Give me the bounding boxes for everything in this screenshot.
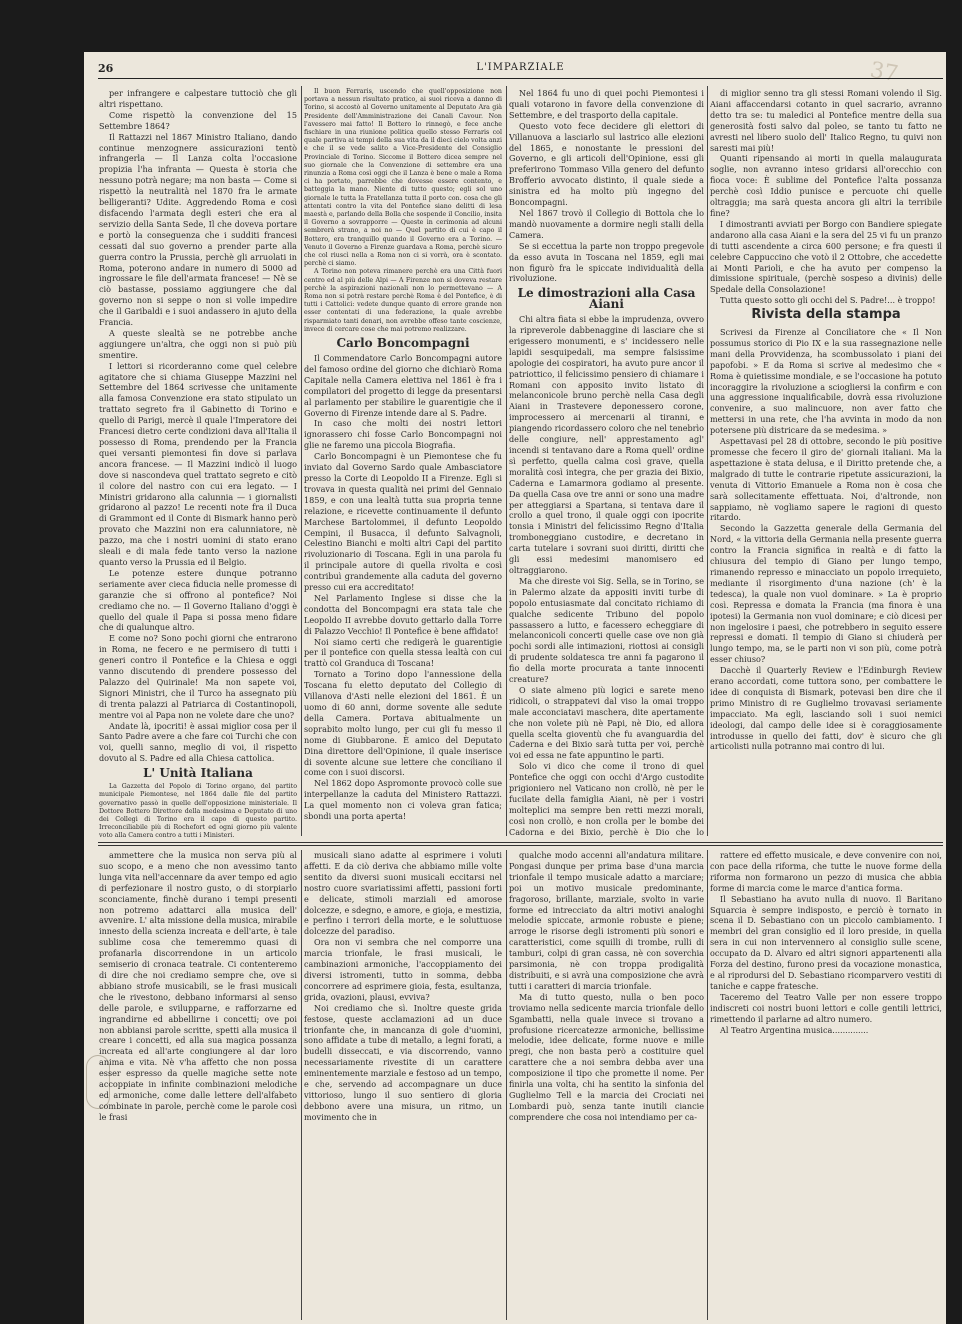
section-divider: [98, 845, 943, 846]
paragraph: Chi altra fiata si ebbe la imprudenza, ovvero la ripreverole dabbenaggine di lasciare che si erigessero monumenti, e s' incidessero nelle lapidi sesquipedali, ma sempre falsissime apologie dei cospiratori, ha avuto pure ancor il patriottico, il felicissimo pensiero di chiamare i Romani con apposito invito listato di melanconicole bruno perchè nella Casa degli Aiani in Trastevere deponessero corone, improcessero ai mercenarii al tiranni, e piangendo ricordassero coloro che nel tenebrìo delle congiure, nell' apprestamento agl' incendi si tentavano dare a Roma quell' ordine sì perfetto, quella calma così grave, quella moralità così integra, che per grazia dei Bixio, Caderna e Lamarmora godiamo al presente. Da quella Casa ove tre anni or sono una madre per atteggiarsi a Spartana, si tentava dare il crollo a quel trono, il quale oggi con ipocrite tonsia i Ministri del felicissimo Regno d'Italia tromboneggiano custodire, e decretano in carta tutelare i sovrani suoi diritti, diritti che gli essi medesimi manomisero ed oltraggiarono.: [509, 314, 704, 575]
paragraph: O siate almeno più logici e sarete meno ridicoli, o strappatevi dal viso la omai troppo male acconciatavi maschera, dite apertamente che non volete più nè Papi, nè Dio, ed allora quella scelta gioventù che fu avanguardia del Caderna e dei Bixio sarà tutta per voi, perchè voi ed essa ne fate appuntino le parti.: [509, 684, 704, 761]
page-number: 26: [98, 62, 114, 75]
paragraph: ammettere che la musica non serva più al suo scopo, e a meno che non avessimo tanto lunga vita nell'accennare da aver tempo ed agio di perfezionare il nostro gusto, o di storpiarlo sconciamente, finchè durano i tempi presenti non potremo adattarci alla musica dell' avvenire. L' alta missione della musica, mirabile innesto della scienza increata e dell'arte, è tale sublime cosa che temeremmo quasi di profanarla discorrendone in un articolo semiserio di cronaca teatrale. Ci contenteremo di dire che noi crediamo sempre che, ove si abbiano strofe musicabili, se le frasi musicali che le rivestono, debbano informarsi al senso delle parole, e svilupparne, e rafforzarne ed ingrandirne ed abbellirne i concetti; ove poi non abbiansi parole scritte, spetti alla musica il creare i concetti, ed alla sua magica possanza increata ed all'arte congiungere al dar loro anima e vita. Nè v'ha affetto che non possa esser espresso da quelle magiche sette note accoppiate in infinite combinazioni melodiche ed armoniche, come dalle lettere dell'alfabeto combinate in parole, perchè come le parole così le frasi: [99, 850, 297, 1122]
page-header: [98, 62, 943, 79]
paragraph: Secondo la Gazzetta generale della Germania del Nord, « la vittoria della Germania nella presente guerra contro la Francia significa in realtà e di fatto la chiusura del tempio di Giano per lungo tempo, rimanendo represso e minacciato un popolo irrequieto, mediante il risorgimento d'una nazione (ch' è la tedesca), la quale non vuol dominare. » La è proprio così. Repressa e domata la Francia (ma finora è una ipotesi) la Germania non vuol dominare; e ciò dicesi per non ingelosire i paesi, che potrebbero in seguito essere repressi e domati. Il tempio di Giano si chiuderà per lungo tempo, ma, se le parti non vi son più, come potrà esser chiuso?: [710, 523, 942, 665]
paragraph: Come rispettò la convenzione del 15 Settembre 1864?: [99, 109, 297, 131]
paragraph: Ora non vi sembra che nel comporre una marcia trionfale, le frasi musicali, le cambinazioni armoniche, l'accoppiamento dei diversi istromenti, tutto in somma, debba concorrere ad esprimere gioia, festa, esultanza, grida, ovazioni, plausi, evviva?: [304, 937, 502, 1002]
paragraph: Nel 1862 dopo Aspromonte provocò colle sue interpellanze la caduta del Ministero Rattazzi. La quel momento non ci voleva gran fatica; sbondi una porta aperta!: [304, 778, 502, 822]
paragraph: La Gazzetta del Popolo di Torino organo, del partito municipale Piemontese, nel 1864 dalle file del partito governativo passò in quelle dell'opposizione ministeriale. Il Dottore Bottero Direttore della medesima e Deputato di uno dei Collegi di Torino era il capo di questo partito. Irreconciliabile più di Rochefort ed ogni giorno più valente voto alla Camera contro a tutti i Ministeri.: [99, 783, 297, 838]
article-heading: Carlo Boncompagni: [336, 336, 470, 351]
column-rule: [301, 86, 302, 836]
paragraph: A Torino non poteva rimanere perchè era una Città fuori centro ed al più delle Alpi — A Firenze non si doveva restare perchè la aspirazioni nazionali non lo permettevano — A Roma non si potrà restare perchè Roma è del Pontefice, è di tutti i Cattolici: vedete dunque quanto di errore grande non esser contentati di una federazione, la quale avrebbe risparmiato tanti denari, non avrebbe offeso tante coscienze, invece di cercare cose che mai potremo realizzare.: [304, 268, 502, 333]
masthead: L'IMPARZIALE: [476, 62, 565, 73]
paragraph: Tutta questo sotto gli occhi del S. Padre!... è troppo!: [720, 295, 936, 306]
paragraph: Tornato a Torino dopo l'annessione della Toscana fu eletto deputato del Collegio di Villanova d'Asti nelle elezioni del 1861. È un uomo di 60 anni, dorme sovente alle sedute della Camera. Portava abitualmente un soprabito molto lungo, per cui gli fu messo il nome di Giubbarone. È amico del Deputato Dina direttore dell'Opinione, il quale inserisce di sovente alcune sue lettere che conciliano il come con i suoi discorsi.: [304, 669, 502, 778]
corner-mark: 37: [868, 57, 900, 88]
paragraph: In caso che molti dei nostri lettori ignorassero chi fosse Carlo Boncompagni noi glie ne faremo una piccola Biografia.: [304, 418, 502, 451]
article-heading: Rivista della stampa: [751, 307, 901, 323]
bottom-column-2: [304, 850, 502, 1318]
bottom-column-4: [710, 850, 942, 1318]
paragraph: Solo vi dico che come il trono di quel Pontefice che oggi con occhi d'Argo custodite prigioniero nel Vaticano non crollò, nè per le fucilate della famiglia Aiani, nè per i vostri molteplici ma sempre ben retti mezzi morali, così non crollò, e non crolla per le bombe dei Cadorna e dei Bixio, perchè è Dio che lo: [509, 761, 704, 837]
paragraph: Ma che direste voi Sig. Sella, se in Torino, se in Palermo alzate da appositi inviti turbe di popolo entusiasmate dal concitato richiamo di qualche sedicente Tribuno del popolo passassero a lutto, e facessero echeggiare di melanconicoli concerti quelle case ove non già pochi sordi alle intimazioni, riottosi ai consigli di prudente soldatesca tre anni fa pagarono il fio della morte procurata a tante innocenti creature?: [509, 575, 704, 685]
paragraph: di miglior senno tra gli stessi Romani volendo il Sig. Aiani affaccendarsi cotanto in quel sacrario, avranno detto tra se: tu maledici al Pontefice mentre della sua generosità fosti salvo dal poleo, se tanto tu fatto ne avresti nel libero suolo dell' Italico Regno, tu quivi non saresti mai più!: [710, 88, 942, 153]
paragraph: Se si eccettua la parte non troppo pregevole da esso avuta in Toscana nel 1859, egli mai non figurò fra le spiccate individualità della rivoluzione.: [509, 240, 704, 284]
paragraph: Al Teatro Argentina musica..............: [720, 1024, 869, 1035]
column-3: [509, 88, 704, 838]
column-rule: [506, 850, 507, 1320]
paragraph: Ma di tutto questo, nulla o ben poco troviamo nella sedicente marcia trionfale dello Sgambatti, nella quale invece si trovano a profusione ricercatezze armoniche, bellissime melodie, idee delicate, forme nuove e mille pregi, che non basta però a costituire quel carattere che a noi sembra debba aver una composizione il tipo che promette il nome. Per finirla una volta, chi ha sentito la sinfonia del Guglielmo Tell e la marcia dei Crociati nei Lombardi può, senza tante inutili ciancie comprendere che cosa noi intendiamo per ca-: [509, 991, 704, 1122]
paragraph: E come no? Sono pochi giorni che entrarono in Roma, ne fecero e ne permisero di tutti i generi contro il Pontefice e la Chiesa e oggi vanno discutendo di prendere possesso del Palazzo del Quirinale! Ma non sapete voi, Signori Ministri, che il Turco ha assegnato più di trenta palazzi al Patriarca di Costantinopoli, mentre voi al Papa non ne volete dare che uno?: [99, 633, 297, 720]
paragraph: Noi siamo certi che redigerà le guarentigie per il pontefice con quella stessa lealtà con cui trattò col Granduca di Toscana!: [304, 636, 502, 669]
paragraph: Il buon Ferraris, uscendo che quell'opposizione non portava a nessun risultato pratico, ai suoi riceva a danno di Torino, si accostò al Governo unitamente al Deputato Ara già Presidente dell'Amministrazione dei Canali Cavour. Non l'avessero mai fatto! Il Bottero lo rinnegò, e fece anche fischiare in una riunione politica quello stesso Ferraris col quale partiva ai tempi della sua vita da il dieci cielo volta anzi e che il se vede salito a Vice-Presidente del Consiglio Provinciale di Torino. Siccome il Bottero dicea sempre nel suo giornale che la Convenzione di settembre era una rinunzia a Roma così oggi che il Lanza è bene o male a Roma ci ha portato, parrebbe che dovesse essere contento, e batteggia la mano. Niente di tutto questo; egli sol uno giornale le tutta la Fratellanza tutta il porto con. cosa che gli attentati contro la vita del Pontefice siano delitti di lesa maestà e, parlando della Bolla che sospende il Concilio, insita il Governo a sovrapporre — Queste in cerimonia ad alcuni sembrerà strano, a noi no — Quel partito di cui è capo il Bottero, era tranquillo quando il Governo era a Torino. — Venuto il Governo a Firenze guardava a Roma, perchè sicuro che col riuscì nella a Roma non ci si vorrà, ora è scontato. perchè ci siamo.: [304, 88, 502, 268]
paragraph: rattere ed effetto musicale, e deve convenire con noi, con pace della riforma, che tutte le nuove forme della riforma non formarono un pezzo di musica che abbia forme di marcia come le marce d'antica forma.: [710, 850, 942, 893]
paragraph: Aspettavasi pel 28 di ottobre, secondo le più positive promesse che fecero il giro de' giornali italiani. Ma la aspettazione è stata delusa, e il Diritto pretende che, a malgrado di tutte le contrarie ripetute assicurazioni, la venuta di Vittorio Emanuele a Roma non è cosa che sarà sollecitamente effettuata. Noi, d'altronde, non sappiamo, nè vogliamo sapere le ragioni di questo ritardo.: [710, 436, 942, 523]
paragraph: I dimostranti avviati per Borgo con Bandiere spiegate andarono alla casa Aiani e la sera del 25 vi fu un pranzo di tutti ascendente a circa 600 persone; e fra questi il celebre Cappuccino che votò il 2 Ottobre, che accedette ai Monti Parioli, e che ha avuto per compenso la dimissione spirituale, (perchè sospeso a divinis) delle Spedale della Consolazione!: [710, 218, 942, 295]
paragraph: Noi crediamo che sì. Inoltre queste grida festose, queste acclamazioni ad un duce trionfante che, in mancanza di gole d'uomini, sono affidate a tube di metallo, a legni forati, a budelli disseccati, e via discorrendo, vanno necessariamente rivestite di un carattere eminentemente marziale e festoso ad un tempo, e che, servendo ad accompagnare un duce vittorioso, lungo il suo sentiero di gloria debbono avere una misura, un ritmo, un movimento che in: [304, 1002, 502, 1122]
paragraph: Nel Parlamento Inglese si disse che la condotta del Boncompagni era stata tale che Leopoldo II avrebbe dovuto gettarlo dalla Torre di Palazzo Vecchio! Il Pontefice è bene affidato!: [304, 592, 502, 636]
paragraph: Carlo Boncompagni è un Piemontese che fu inviato dal Governo Sardo quale Ambasciatore presso la Corte di Leopoldo II a Firenze. Egli si trovava in questa qualità nei primi del Gennaio 1859, e con una lealtà tutta sua propria tenne relazione, e ricevette continuamente il defunto Marchese Bartolommei, il defunto Leopoldo Cempini, il Busacca, il defunto Salvagnoli, Celestino Bianchi e molti altri Capi del partito rivoluzionario di Toscana. Egli in una parola fu il principale autore di quella rivolta e così contribuì grandemente alla caduta del governo presso cui era accreditato!: [304, 451, 502, 593]
paragraph: Taceremo del Teatro Valle per non essere troppo indiscreti coi nostri buoni lettori e colle gentili lettrici, rimettendo il parlarne ad altro numero.: [710, 991, 942, 1024]
paragraph: Quanti ripensando ai morti in quella malaugurata soglie, non avranno inteso gridarsi all'orecchio con fioca voce: È sublime del Pontefice l'alta possanza perchè così Iddio punisce e percuote chi quelle oltraggia; ma sarà questa ancora gli altri la terribile fine?: [710, 153, 942, 218]
paragraph: Nel 1867 trovò il Collegio di Bottola che lo mandò nuovamente a dormire negli stalli della Camera.: [509, 207, 704, 240]
paragraph: Il Rattazzi nel 1867 Ministro Italiano, dando continue menzognere assicurazioni tentò infrangerla — Il Lanza colta l'occasione propizia l'ha infranta — Questa è storia che nessuno potrà negare; ma non basta — Come si rispettò la neutralità nel 1870 fra le armate belligeranti? Udite. Aggredendo Roma e così disfacendo l'armata degli esteri che era al servizio della Santa Sede, Il che doveva portare e portò la conseguenza che i sudditi francesi cessati dal suo governo a prender parte alla guerra contro la Prussia, perchè gli arruolati in Roma, poterono andare in numero di 5000 ad ingrossare le file dell'armata francese! — Nè se ciò bastasse, possiamo aggiungere che dal governo non si seppe o non si volle impedire che il Garibaldi e i suoi andassero in ajuto della Francia.: [99, 131, 297, 328]
column-rule: [506, 86, 507, 836]
column-rule: [301, 850, 302, 1320]
paragraph: per infrangere e calpestare tuttociò che gli altri rispettano.: [99, 88, 297, 109]
paragraph: Il Sebastiano ha avuto nulla di nuovo. Il Baritano Squarcia è sempre indisposto, e perciò è tornato in scena il D. Sebastiano con un piccolo cambiamento. I membri del gran consiglio ed il loro preside, in quella sera in cui non intervennero al consiglio sulle scene, occupato da D. Alvaro ed altri signori appartenenti alla Forza del destino, furono presi da vocazione monastica, e al riprodursi del D. Sebastiano ricomparvero vestiti di taniche e cappe fratesche.: [710, 893, 942, 991]
column-2: [304, 88, 502, 838]
column-1: [99, 88, 297, 838]
paragraph: A queste slealtà se ne potrebbe anche aggiungere un'altra, che oggi non si può più smentire.: [99, 327, 297, 360]
paragraph: Dacchè il Quarterly Review e l'Edinburgh Review erano accordati, come tuttora sono, per combattere le idee di conquista di Bismark, potevasi ben dire che il primo Ministro di re Guglielmo trovavasi seriamente impacciato. Ma egli, lasciando soli i suoi nemici ideologi, dal campo delle idee si è coraggiosamente introdusse in quello dei fatti, dov' è sicuro che gli articolisti nulla potranno mai contro di lui.: [710, 665, 942, 752]
section-divider: [98, 842, 943, 843]
article-heading: L' Unità Italiana: [143, 766, 253, 781]
paragraph: Scrivesi da Firenze al Conciliatore che « Il Non possumus storico di Pio IX e la sua rassegnazione nelle mani della Provvidenza, ha scombussolato i piani dei papofobi. » E da Roma si scrive al medesimo che « Roma è quietissime mondiale, e se l'occasione ha potuto incoraggire la rivoluzione a sciogliersi la confirm e con una aggressione inqualificabile, dovrà essa rivoluzione convenire, a suo malincuore, non aver fatto che mettersi in una rete, che l'ha avvinta in modo da non potersene più districare da se medesima. »: [710, 327, 942, 436]
bottom-column-3: [509, 850, 704, 1318]
paragraph: Il Commendatore Carlo Boncompagni autore del famoso ordine del giorno che dichiarò Roma Capitale nella Camera elettiva nel 1861 è fra i compilatori del progetto di legge da presentarsi al parlamento per stabilire le guarentigie che il Governo di Firenze intende dare al S. Padre.: [304, 353, 502, 418]
paragraph: qualche modo accenni all'andatura militare. Pongasi dunque per prima base d'una marcia trionfale il tempo musicale adatto a marciare; poi un motivo musicale predominante, fragoroso, brillante, marziale, svolto in varie forme ed intrecciato da altri motivi analoghi melodie spiccate, armonie robuste e piene; arroge le risorse degli istromenti più sonori e caratteristici, come squilli di trombe, rulli di tamburi, colpi di gran cassa, nè con soverchia parsimonia, nè con troppa prodigalità distribuiti, e si avrà una composizione che avrà tutti i caratteri di marcia trionfale.: [509, 850, 704, 991]
bottom-column-1: [99, 850, 297, 1318]
paragraph: musicali siano adatte al esprimere i voluti affetti. E da ciò deriva che abbiamo mille volte sentito da diversi suoni musicali eccitarsi nel nostro cuore svariatissimi affetti, passioni forti e delicate, stimoli marziali ed amorose dolcezze, e sdegno, e amore, e gioja, e mestizia, e perfino i terrori della morte, e le soluttuose dolcezze del paradiso.: [304, 850, 502, 937]
article-heading: Le dimostrazioni alla Casa Aiani: [517, 286, 696, 312]
column-4: [710, 88, 942, 838]
column-rule: [707, 850, 708, 1320]
paragraph: Le potenze estere dunque potranno seriamente aver cieca fiducia nelle promesse di garanzie che si offrono al pontefice? Noi crediamo che no. — Il Governo Italiano d'oggi è quello del quale il Papa si possa meno fidare che di qualunque altro.: [99, 567, 297, 633]
paragraph: Andate là, ipocriti! è assai miglior cosa per il Santo Padre avere a che fare coi Turchi che con voi, quelli sanno, meglio di voi, il rispetto dovuto al S. Padre ed alla Chiesa cattolica.: [99, 720, 297, 764]
paragraph: Questo voto fece decidere gli elettori di Villanuova a lasciarlo sul lastrico alle elezioni del 1865, e nonostante le pressioni del Governo, e gli articoli dell'Opinione, essi gli preferirono Tommaso Villa genero del defunto Brofferio avvocato distinto, il quale siede a sinistra ed ha molto più ingegno del Boncompagni.: [509, 120, 704, 208]
column-rule: [707, 86, 708, 836]
paragraph: I lettori si ricorderanno come quel celebre agitatore che si chiama Giuseppe Mazzini nel Settembre del 1864 scrivesse che unitamente alla famosa Convenzione era stato stipulato un trattato segreto fra il Gabinetto di Torino e quello di Parigi, mercè il quale l'Imperatore dei Francesi dietro certe condizioni dava all'Italia il possesso di Roma, prendendo per la Francia quei versanti piemontesi fin dove si parlava ancora francese. — Il Mazzini indicò il luogo dove si nascondeva quel trattato segreto e citò il colore del nastro con cui era legato. — I Ministri gridarono alla calunnia — i giornalisti gridarono al pazzo! Le recenti note fra il Duca di Grammont ed il Conte di Bismark hanno però provato che Mazzini non era calunniatore, nè pazzo, ma che i nostri uomini di stato erano sleali e di mala fede tanto verso la nazione quanto verso la Prussia ed il Belgio.: [99, 360, 297, 567]
paragraph: Nel 1864 fu uno di quei pochi Piemontesi i quali votarono in favore della convenzione di Settembre, e del trasporto della capitale.: [509, 88, 704, 120]
